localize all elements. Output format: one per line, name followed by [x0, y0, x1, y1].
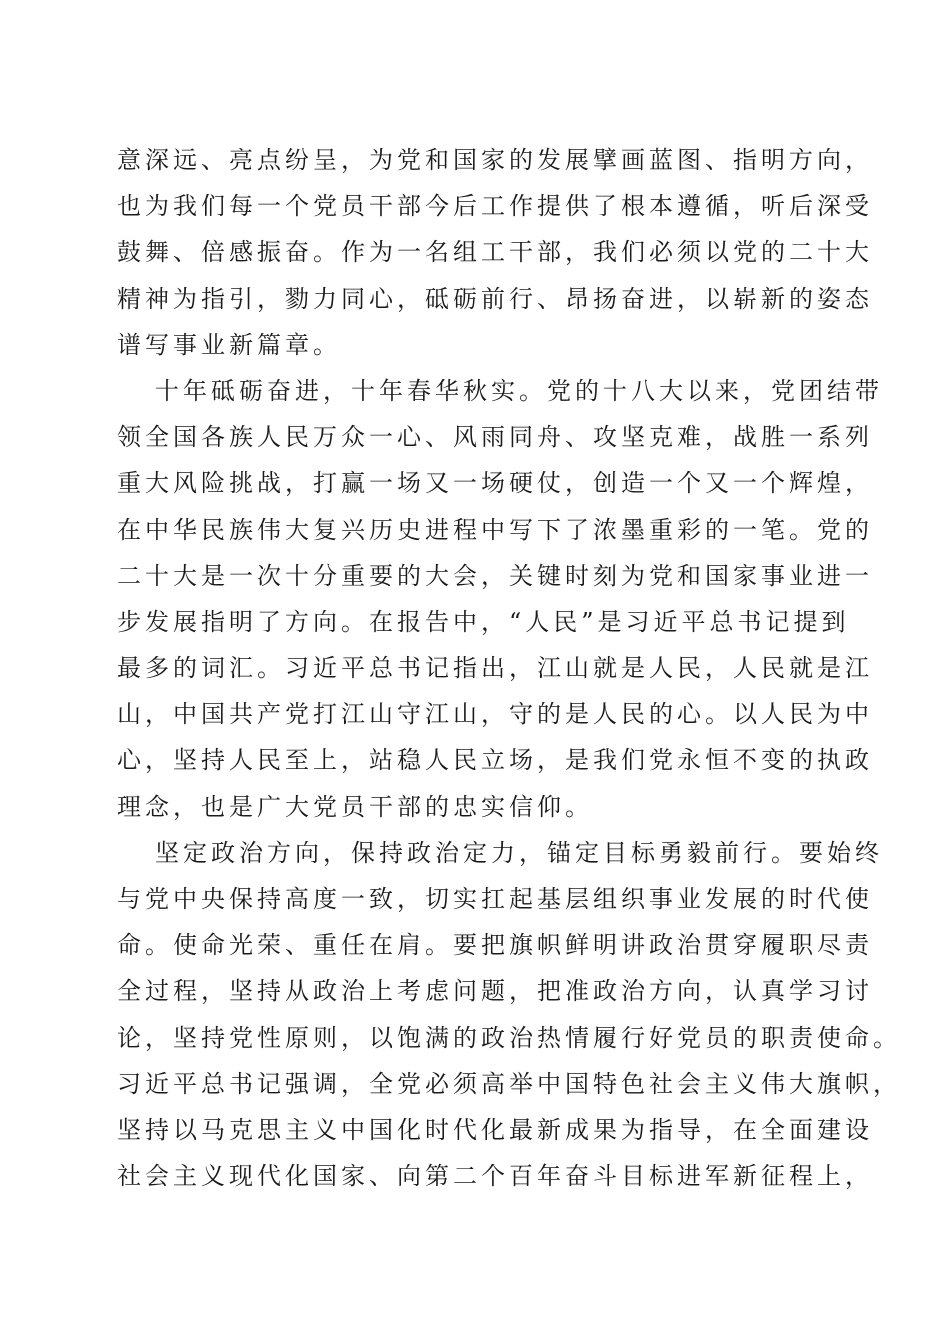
text-line: 重大风险挑战，打赢一场又一场硬仗，创造一个又一个辉煌， [117, 469, 873, 498]
text-line: 谱写事业新篇章。 [117, 330, 341, 359]
text-line: 在中华民族伟大复兴历史进程中写下了浓墨重彩的一笔。党的 [117, 515, 873, 544]
text-line: 社会主义现代化国家、向第二个百年奋斗目标进军新征程上， [117, 1162, 873, 1191]
text-line: 山，中国共产党打江山守江山，守的是人民的心。以人民为中 [117, 700, 873, 729]
text-line: 二十大是一次十分重要的大会，关键时刻为党和国家事业进一 [117, 561, 873, 590]
body-text [117, 140, 901, 1202]
text-line: 全过程，坚持从政治上考虑问题，把准政治方向，认真学习讨 [117, 977, 873, 1006]
text-line: 理念，也是广大党员干部的忠实信仰。 [117, 792, 593, 821]
text-line: 心，坚持人民至上，站稳人民立场，是我们党永恒不变的执政 [117, 746, 873, 775]
text-line: 习近平总书记强调，全党必须高举中国特色社会主义伟大旗帜， [117, 1069, 901, 1098]
text-line: 精神为指引，勠力同心，砥砺前行、昂扬奋进，以崭新的姿态 [117, 284, 873, 313]
text-line: 命。使命光荣、重任在肩。要把旗帜鲜明讲政治贯穿履职尽责 [117, 931, 873, 960]
paragraph-first-line: 坚定政治方向，保持政治定力，锚定目标勇毅前行。要始终 [155, 838, 883, 867]
text-line: 坚持以马克思主义中国化时代化最新成果为指导，在全面建设 [117, 1115, 873, 1144]
text-line: 与党中央保持高度一致，切实扛起基层组织事业发展的时代使 [117, 885, 873, 913]
text-line: 最多的词汇。习近平总书记指出，江山就是人民，人民就是江 [117, 654, 873, 683]
paragraph-first-line: 十年砥砺奋进，十年春华秋实。党的十八大以来，党团结带 [155, 376, 883, 405]
text-line: 领全国各族人民万众一心、风雨同舟、攻坚克难，战胜一系列 [117, 423, 873, 452]
text-line: 也为我们每一个党员干部今后工作提供了根本遵循，听后深受 [117, 192, 873, 221]
text-line: 鼓舞、倍感振奋。作为一名组工干部，我们必须以党的二十大 [117, 238, 873, 267]
text-line: 论，坚持党性原则，以饱满的政治热情履行好党员的职责使命。 [117, 1023, 901, 1052]
text-line: 意深远、亮点纷呈，为党和国家的发展擘画蓝图、指明方向， [117, 146, 873, 174]
text-line: 步发展指明了方向。在报告中，“人民”是习近平总书记提到 [117, 607, 850, 636]
